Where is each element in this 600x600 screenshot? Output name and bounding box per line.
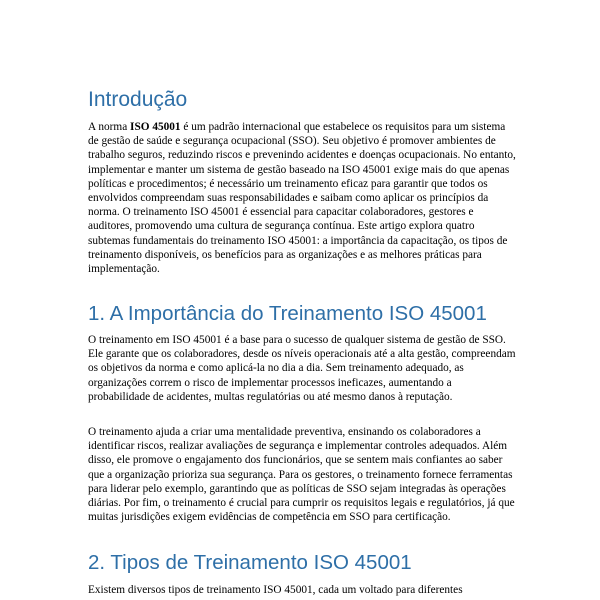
intro-paragraph (88, 120, 516, 276)
section-1-paragraph-2: O treinamento ajuda a criar uma mentalidade preventiva, ensinando os colaboradores a identificar riscos, realizar avaliações de segurança e implementar controles adequados. Além disso, ele promove o engajamento dos funcionários, que se sentem mais confiantes ao saber que a organização prioriza sua segurança. Para os gestores, o treinamento fornece ferramentas para liderar pelo exemplo, garantindo que as políticas de SSO sejam integradas às operações diárias. Por fim, o treinamento é crucial para cumprir os requisitos legais e regulatórios, já que muitas jurisdições exigem evidências de competência em SSO para certificação. (88, 426, 515, 524)
intro-text-rest: é um padrão internacional que estabelece os requisitos para um sistema de gestão de saúde e segurança ocupacional (SSO). Seu objetivo é promover ambientes de trabalho seguros, reduzindo riscos e prevenindo acidentes e doenças ocupacionais. No entanto, implementar e manter um sistema de gestão baseado na ISO 45001 exige mais do que apenas políticas e procedimentos; é necessário um treinamento eficaz para garantir que todos os envolvidos compreendam suas responsabilidades e saibam como aplicar os princípios da norma. O treinamento ISO 45001 é essencial para capacitar colaboradores, gestores e auditores, promovendo uma cultura de segurança contínua. Este artigo explora quatro subtemas fundamentais do treinamento ISO 45001: a importância da capacitação, os tipos de treinamento disponíveis, os benefícios para as organizações e as melhores práticas para implementação. (88, 121, 516, 276)
section-2-paragraph-1: Existem diversos tipos de treinamento ISO 45001, cada um voltado para diferentes (88, 584, 463, 596)
heading-section-2: 2. Tipos de Treinamento ISO 45001 (88, 551, 412, 574)
section-1-paragraph-1: O treinamento em ISO 45001 é a base para o sucesso de qualquer sistema de gestão de SSO. Ele garante que os colaboradores, desde os níveis operacionais até a alta gestão, compreendam os objetivos da norma e como aplicá-la no dia a dia. Sem treinamento adequado, as organizações correm o risco de implementar processos ineficazes, aumentando a probabilidade de acidentes, multas regulatórias ou até mesmo danos à reputação. (88, 334, 516, 403)
heading-introducao: Introdução (88, 88, 188, 111)
intro-text-start: A norma (88, 121, 131, 133)
intro-bold-term: ISO 45001 (130, 121, 181, 133)
heading-section-1: 1. A Importância do Treinamento ISO 45001 (88, 302, 487, 325)
